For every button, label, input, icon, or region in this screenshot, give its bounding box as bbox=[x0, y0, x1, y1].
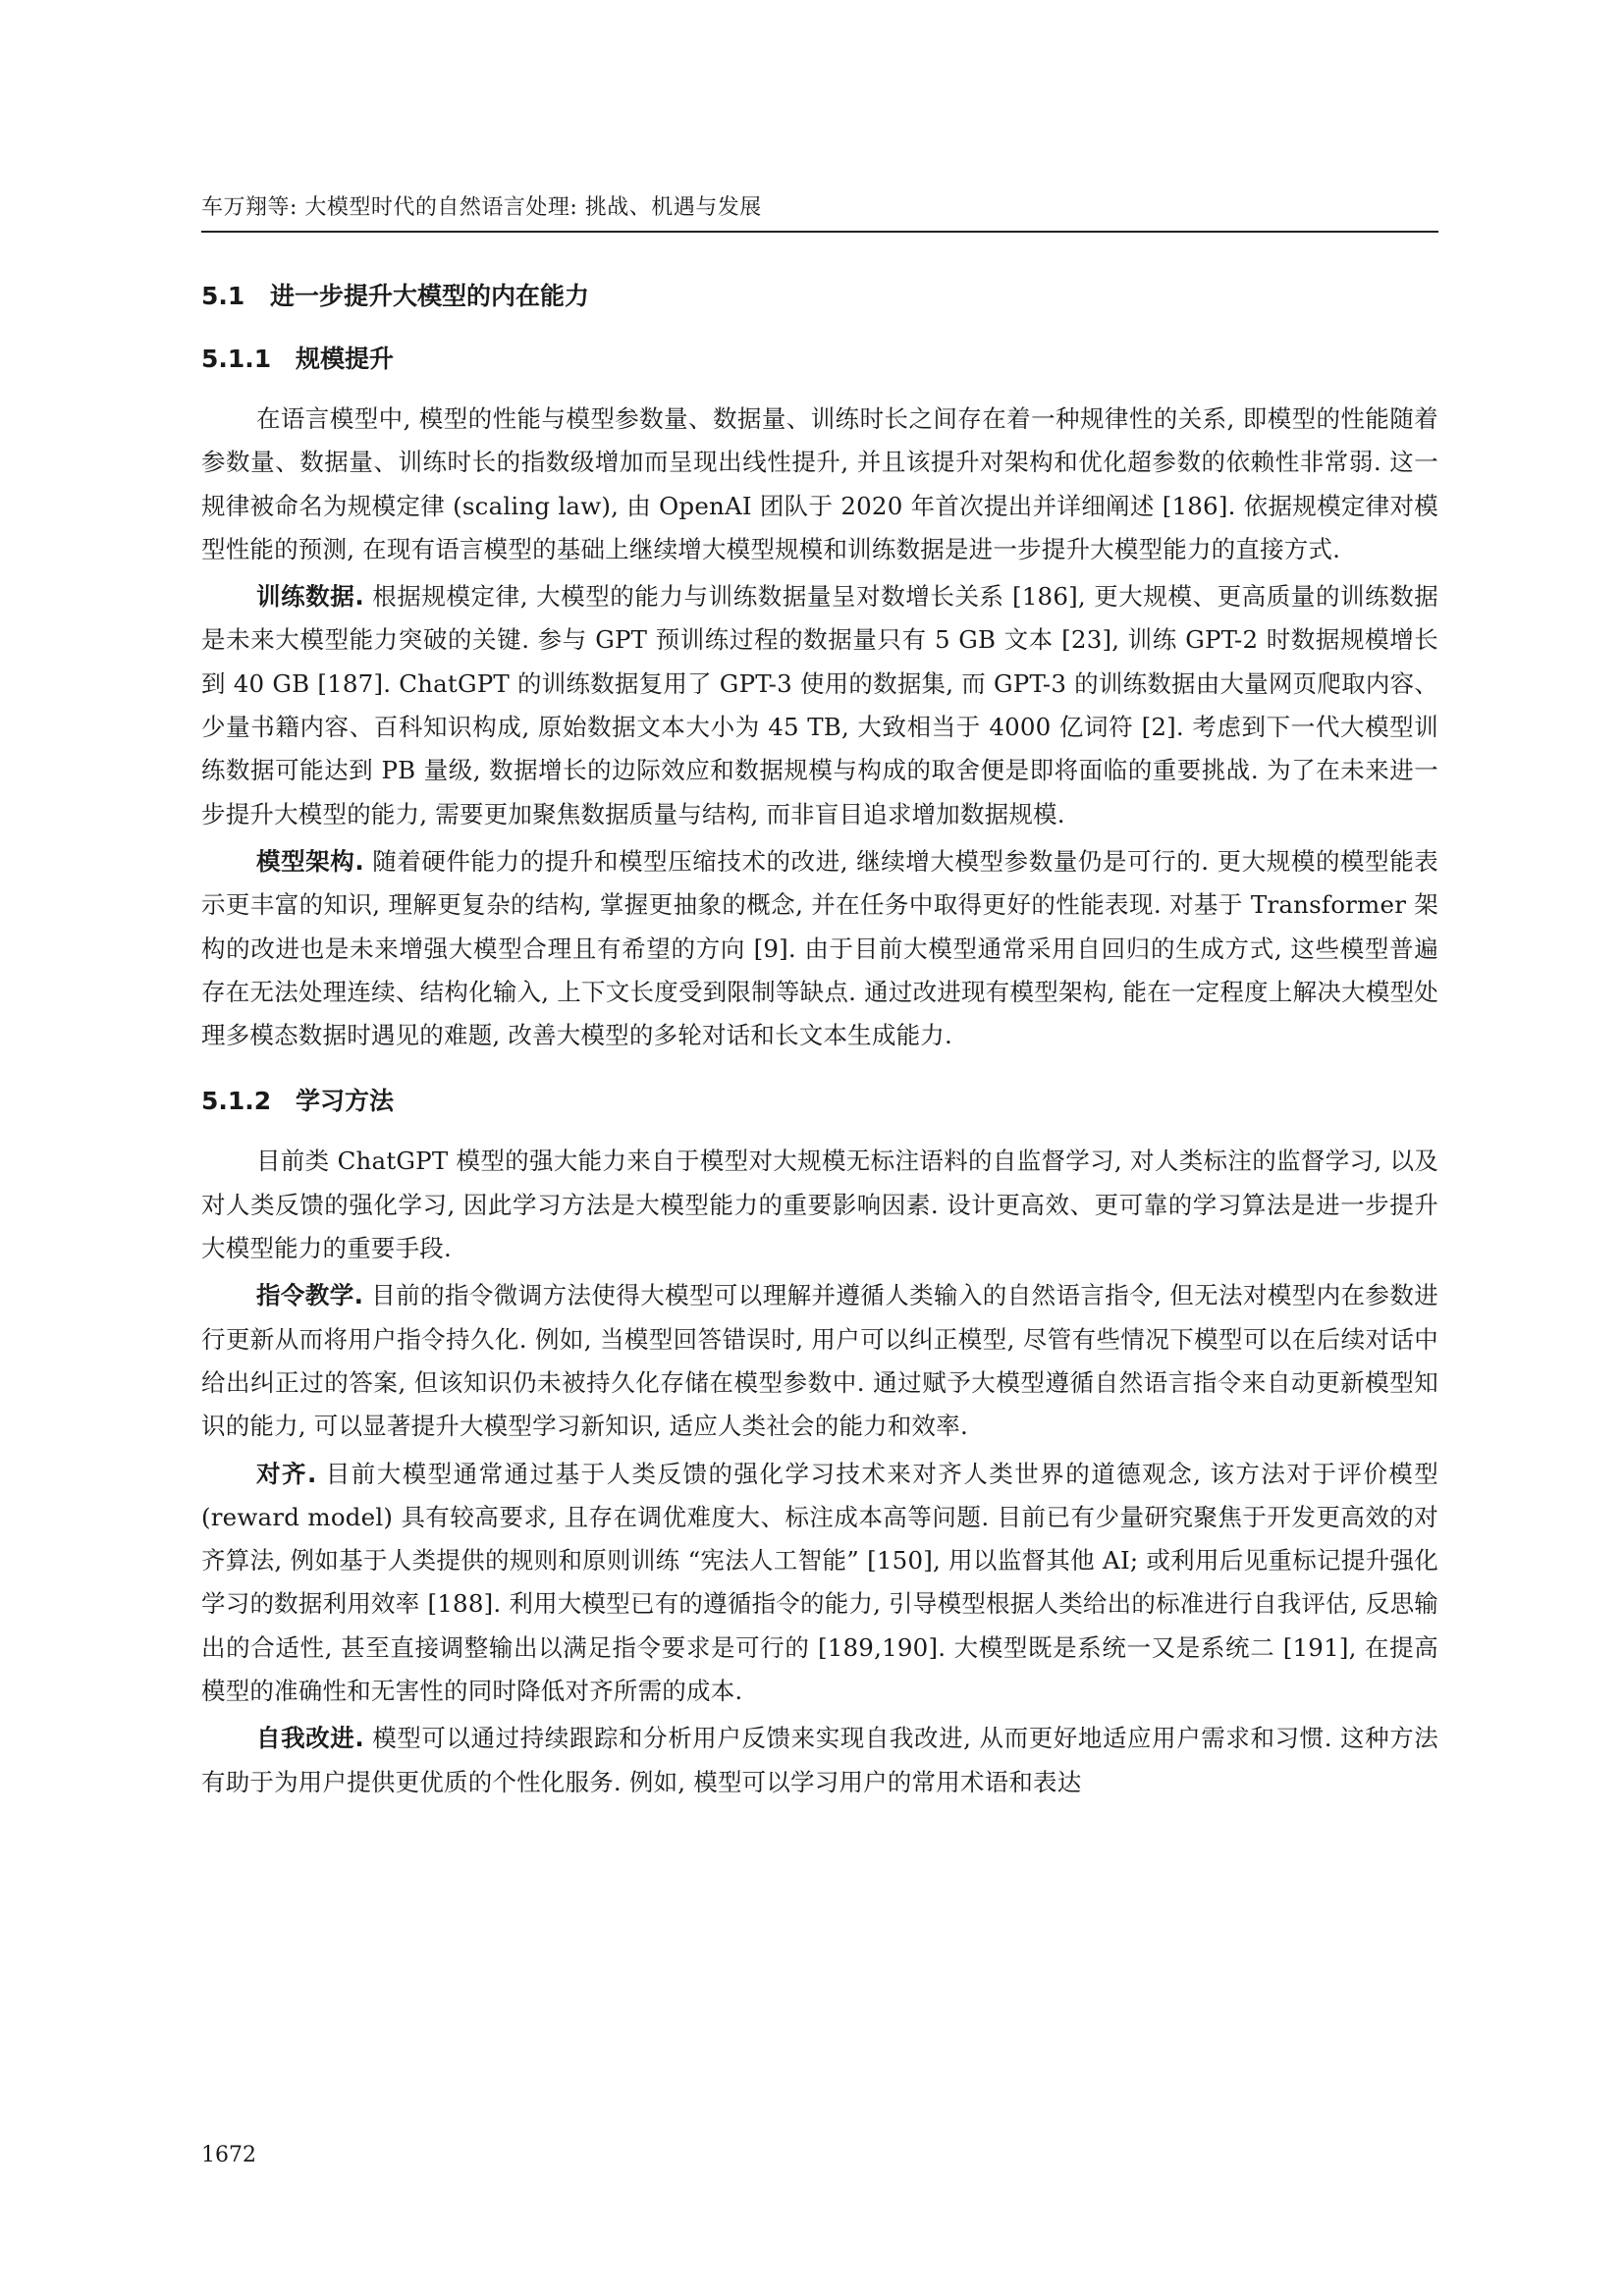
subsection-number: 5.1.2 bbox=[201, 1087, 272, 1116]
paragraph-model-architecture bbox=[201, 840, 1438, 1057]
paragraph-training-data bbox=[201, 575, 1438, 836]
paragraph-text: 模型可以通过持续跟踪和分析用户反馈来实现自我改进, 从而更好地适应用户需求和习惯. 这种方法有助于为用户提供更优质的个性化服务. 例如, 模型可以学习用户的常用术语和表达 bbox=[201, 1724, 1438, 1796]
subsection-heading-scale bbox=[201, 343, 1438, 376]
paragraph-text: 根据规模定律, 大模型的能力与训练数据量呈对数增长关系 [186], 更大规模、更高质量的训练数据是未来大模型能力突破的关键. 参与 GPT 预训练过程的数据量只有 5 GB 文本 [23], 训练 GPT-2 时数据规模增长到 40 GB [187]. ChatGPT 的训练数据复用了 GPT-3 使用的数据集, 而 GPT-3 的训练数据由大量网页爬取内容、少量书籍内容、百科知识构成, 原始数据文本大小为 45 TB, 大致相当于 4000 亿词符 [2]. 考虑到下一代大模型训练数据可能达到 PB 量级, 数据增长的边际效应和数据规模与构成的取舍便是即将面临的重要挑战. 为了在未来进一步提升大模型的能力, 需要更加聚焦数据质量与结构, 而非盲目追求增加数据规模. bbox=[201, 582, 1438, 828]
subsection-heading-learning bbox=[201, 1085, 1438, 1118]
subsection-title: 规模提升 bbox=[296, 345, 395, 373]
paragraph-text: 目前的指令微调方法使得大模型可以理解并遵循人类输入的自然语言指令, 但无法对模型内在参数进行更新从而将用户指令持久化. 例如, 当模型回答错误时, 用户可以纠正模型, 尽管有些情况下模型可以在后续对话中给出纠正过的答案, 但该知识仍未被持久化存储在模型参数中. 通过赋予大模型遵循自然语言指令来自动更新模型知识的能力, 可以显著提升大模型学习新知识, 适应人类社会的能力和效率. bbox=[201, 1281, 1438, 1441]
article-body bbox=[201, 280, 1438, 1808]
paragraph-text: 目前大模型通常通过基于人类反馈的强化学习技术来对齐人类世界的道德观念, 该方法对于评价模型 (reward model) 具有较高要求, 且存在调优难度大、标注成本高等问题. 目前已有少量研究聚焦于开发更高效的对齐算法, 例如基于人类提供的规则和原则训练 “宪法人工智能” [150], 用以监督其他 AI; 或利用后见重标记提升强化学习的数据利用效率 [188]. 利用大模型已有的遵循指令的能力, 引导模型根据人类给出的标准进行自我评估, 反思输出的合适性, 甚至直接调整输出以满足指令要求是可行的 [189,190]. 大模型既是系统一又是系统二 [191], 在提高模型的准确性和无害性的同时降低对齐所需的成本. bbox=[201, 1459, 1438, 1706]
paragraph-instruction-teaching bbox=[201, 1274, 1438, 1448]
paragraph-lead: 模型架构. bbox=[256, 846, 364, 876]
paragraph-lead: 对齐. bbox=[256, 1459, 317, 1488]
subsection-title: 学习方法 bbox=[296, 1087, 395, 1116]
section-title: 进一步提升大模型的内在能力 bbox=[270, 282, 590, 310]
paragraph-alignment bbox=[201, 1453, 1438, 1714]
running-title: 车万翔等: 大模型时代的自然语言处理: 挑战、机遇与发展 bbox=[201, 195, 762, 220]
subsection-number: 5.1.1 bbox=[201, 345, 272, 373]
paragraph-text: 随着硬件能力的提升和模型压缩技术的改进, 继续增大模型参数量仍是可行的. 更大规模的模型能表示更丰富的知识, 理解更复杂的结构, 掌握更抽象的概念, 并在任务中取得更好的性能表现. 对基于 Transformer 架构的改进也是未来增强大模型合理且有希望的方向 [9]. 由于目前大模型通常采用自回归的生成方式, 这些模型普遍存在无法处理连续、结构化输入, 上下文长度受到限制等缺点. 通过改进现有模型架构, 能在一定程度上解决大模型处理多模态数据时遇见的难题, 改善大模型的多轮对话和长文本生成能力. bbox=[201, 846, 1438, 1050]
paragraph-lead: 自我改进. bbox=[256, 1724, 364, 1753]
section-heading bbox=[201, 280, 1438, 313]
header-rule bbox=[201, 231, 1438, 233]
page-number: 1672 bbox=[201, 2143, 256, 2167]
paragraph-lead: 指令教学. bbox=[256, 1281, 364, 1310]
paragraph-lead: 训练数据. bbox=[256, 582, 364, 612]
section-number: 5.1 bbox=[201, 282, 245, 310]
paragraph-learning-intro: 目前类 ChatGPT 模型的强大能力来自于模型对大规模无标注语料的自监督学习, 对人类标注的监督学习, 以及对人类反馈的强化学习, 因此学习方法是大模型能力的重要影响因素. 设计更高效、更可靠的学习算法是进一步提升大模型能力的重要手段. bbox=[201, 1147, 1438, 1263]
paragraph-self-improvement bbox=[201, 1717, 1438, 1804]
paragraph-scaling-law: 在语言模型中, 模型的性能与模型参数量、数据量、训练时长之间存在着一种规律性的关系, 即模型的性能随着参数量、数据量、训练时长的指数级增加而呈现出线性提升, 并且该提升对架构和优化超参数的依赖性非常弱. 这一规律被命名为规模定律 (scaling law), 由 OpenAI 团队于 2020 年首次提出并详细阐述 [186]. 依据规模定律对模型性能的预测, 在现有语言模型的基础上继续增大模型规模和训练数据是进一步提升大模型能力的直接方式. bbox=[201, 404, 1438, 563]
